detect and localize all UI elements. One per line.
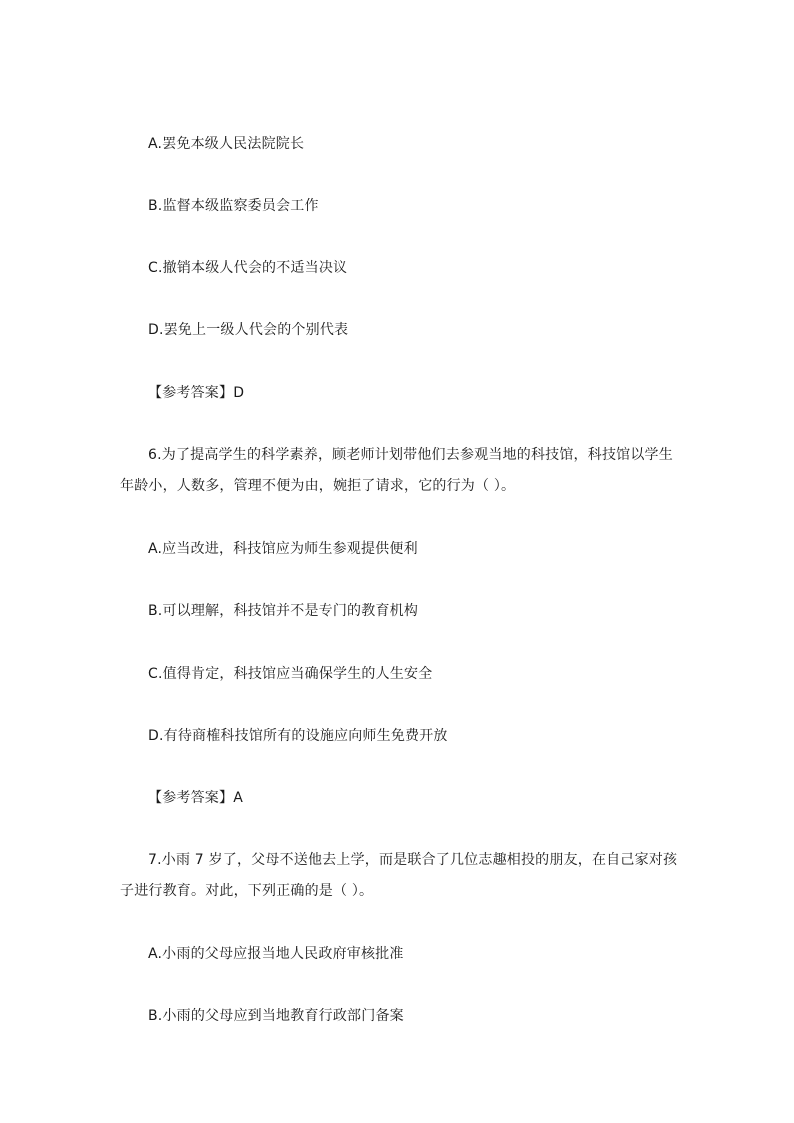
q7-option-b: B.小雨的父母应到当地教育行政部门备案 [148, 1008, 404, 1024]
q5-option-a: A.罢免本级人民法院院长 [148, 136, 305, 152]
q5-option-d: D.罢免上一级人代会的个别代表 [148, 322, 349, 338]
q5-option-c: C.撤销本级人代会的不适当决议 [148, 260, 348, 276]
q7-option-a: A.小雨的父母应报当地人民政府审核批准 [148, 946, 404, 962]
q6-stem-line1: 6.为了提高学生的科学素养，顾老师计划带他们去参观当地的科技馆，科技馆以学生 [148, 447, 673, 463]
q6-option-c: C.值得肯定，科技馆应当确保学生的人生安全 [148, 666, 433, 682]
q7-stem-line1: 7.小雨 7 岁了，父母不送他去上学，而是联合了几位志趣相投的朋友，在自己家对孩 [148, 852, 678, 868]
q6-answer: 【参考答案】A [148, 790, 243, 806]
q7-stem-line2: 子进行教育。对此，下列正确的是（ ）。 [120, 883, 374, 899]
q6-stem-line2: 年龄小，人数多，管理不便为由，婉拒了请求，它的行为（ ）。 [120, 478, 516, 494]
q5-option-b: B.监督本级监察委员会工作 [148, 198, 319, 214]
q6-option-b: B.可以理解，科技馆并不是专门的教育机构 [148, 603, 419, 619]
q6-option-a: A.应当改进，科技馆应为师生参观提供便利 [148, 541, 418, 557]
q5-answer: 【参考答案】D [148, 385, 245, 401]
q6-option-d: D.有待商榷科技馆所有的设施应向师生免费开放 [148, 728, 448, 744]
